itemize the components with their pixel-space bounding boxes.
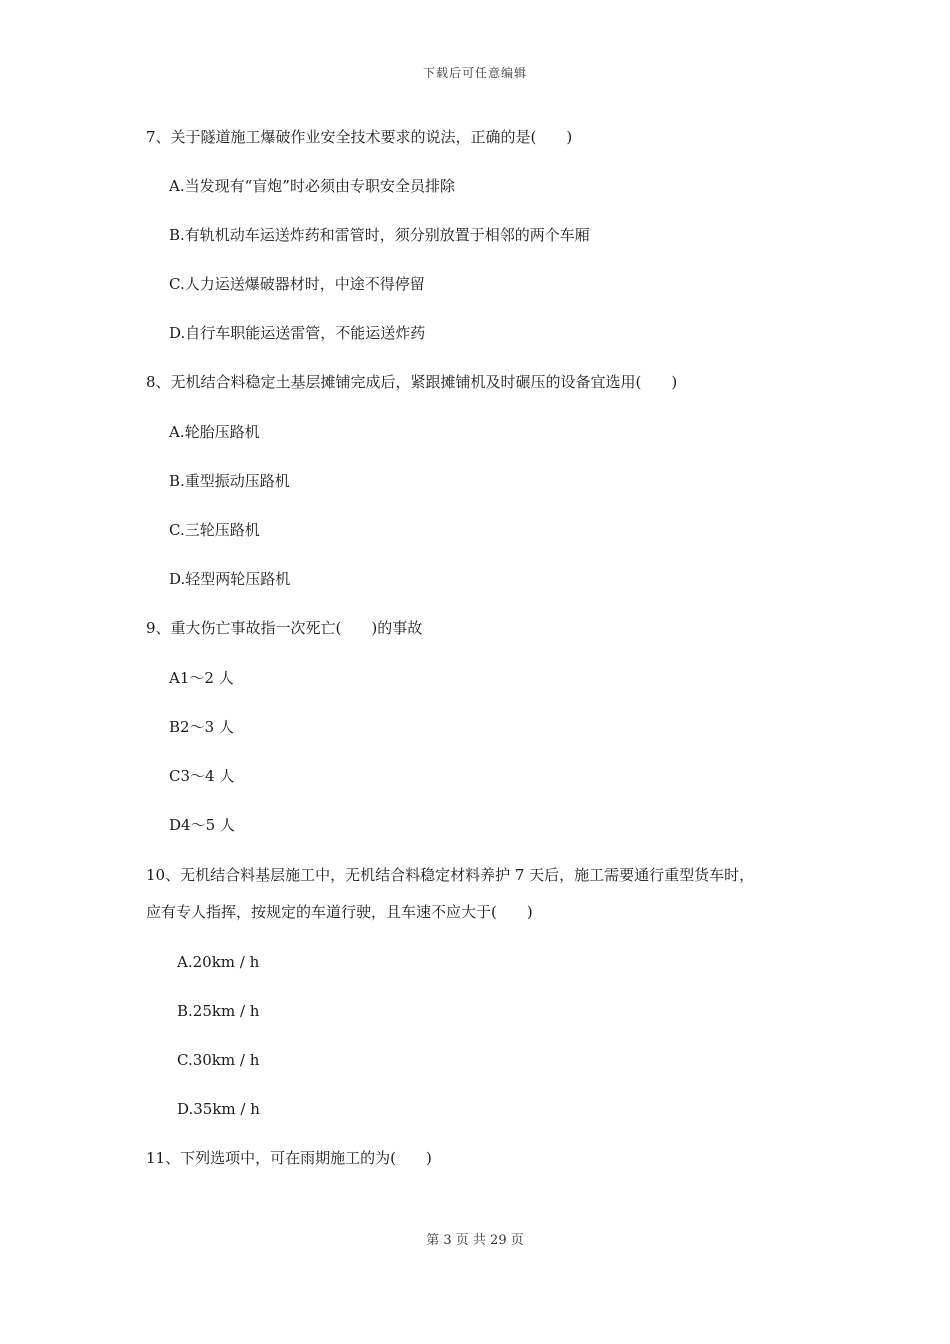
question-10-option-d: D.35km / h (177, 1100, 260, 1118)
question-8-option-b: B.重型振动压路机 (169, 472, 290, 490)
question-10-option-b: B.25km / h (177, 1002, 260, 1020)
question-7-stem: 7、关于隧道施工爆破作业安全技术要求的说法，正确的是( ) (146, 128, 573, 146)
question-9-option-d: D4～5 人 (169, 816, 235, 834)
question-10-option-c: C.30km / h (177, 1051, 260, 1069)
question-7-option-d: D.自行车职能运送雷管，不能运送炸药 (169, 324, 426, 342)
page-footer: 第 3 页 共 29 页 (426, 1233, 524, 1248)
question-8-option-d: D.轻型两轮压路机 (169, 570, 291, 588)
question-10-stem-line-1: 10、无机结合料基层施工中，无机结合料稳定材料养护 7 天后，施工需要通行重型货车时， (146, 866, 755, 884)
question-7-option-c: C.人力运送爆破器材时，中途不得停留 (169, 275, 425, 293)
question-7-option-a: A.当发现有“盲炮”时必须由专职安全员排除 (169, 177, 455, 195)
question-11-stem: 11、下列选项中，可在雨期施工的为( ) (146, 1149, 432, 1167)
question-8-stem: 8、无机结合料稳定土基层摊铺完成后，紧跟摊铺机及时碾压的设备宜选用( ) (146, 373, 678, 391)
page-header: 下载后可任意编辑 (422, 66, 527, 80)
question-7-option-b: B.有轨机动车运送炸药和雷管时，须分别放置于相邻的两个车厢 (169, 226, 590, 244)
question-9-stem: 9、重大伤亡事故指一次死亡( )的事故 (146, 619, 423, 637)
question-9-option-b: B2～3 人 (169, 718, 234, 736)
question-9-option-a: A1～2 人 (169, 669, 234, 687)
question-10-stem-line-2: 应有专人指挥，按规定的车道行驶，且车速不应大于( ) (146, 903, 533, 921)
question-10-option-a: A.20km / h (177, 953, 260, 971)
question-8-option-c: C.三轮压路机 (169, 521, 260, 539)
question-8-option-a: A.轮胎压路机 (169, 423, 260, 441)
question-9-option-c: C3～4 人 (169, 767, 235, 785)
